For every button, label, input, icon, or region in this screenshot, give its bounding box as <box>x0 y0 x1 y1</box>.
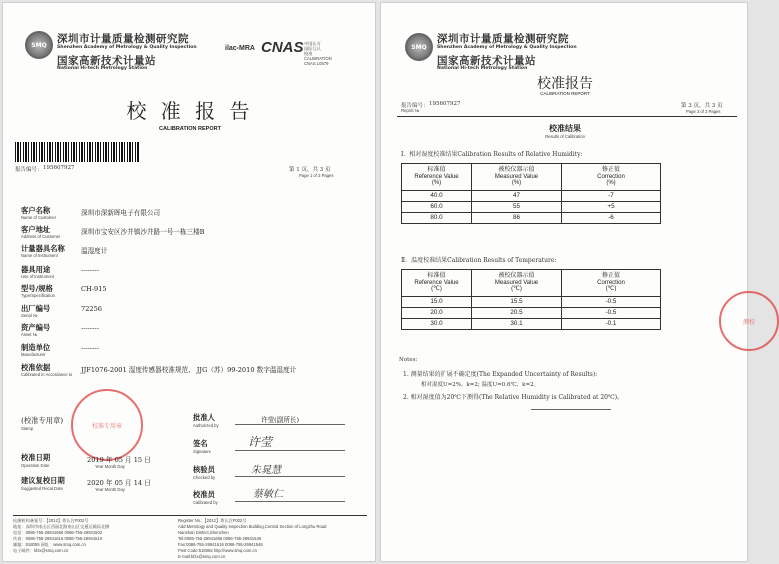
field-label: 型号/规格 <box>21 284 53 293</box>
operation-date-sub: Year Month Day <box>95 464 125 469</box>
footer-line: 传真：0086-755-26941616 0086-755-26941510 <box>13 536 103 541</box>
field-value: 深圳市深新晖电子有限公司 <box>81 209 161 217</box>
footer-contact-en <box>178 518 327 560</box>
footer-line: E-mail:kfzx@smq.com.cn <box>178 554 226 559</box>
table-cell: 30.0 <box>402 319 472 330</box>
operation-date: 2019 年 05 月 15 日 <box>87 456 151 464</box>
page-info-en: Page 1 of 3 Pages <box>299 173 334 178</box>
results-title-en: Results of Calibration <box>545 134 585 139</box>
field-label: 出厂编号 <box>21 304 51 313</box>
approver-name: 许莹(副所长) <box>261 416 300 424</box>
recal-date-sub: Year Month Day <box>95 487 125 492</box>
org-name-cn: 深圳市计量质量检测研究院 <box>437 33 569 45</box>
approver-line <box>235 424 345 425</box>
footer-line: Tel:0086-755-26941666 0086-755-26941546 <box>178 536 262 541</box>
field-label-en: Name of Instrument <box>21 253 58 258</box>
field-value: -------- <box>81 344 99 352</box>
field-value: 72256 <box>81 305 102 313</box>
note-uncertainty: 1. 测量结果的扩展不确定度(The Expanded Uncertainty of Results): <box>403 371 598 378</box>
table-cell: 40.0 <box>402 191 472 202</box>
footer-line: Fax:0086-755-26941616 0086-755-26941546 <box>178 542 263 547</box>
field-value: CH-915 <box>81 285 107 293</box>
recal-date: 2020 年 05 月 14 日 <box>87 479 151 487</box>
cnas-cn-line2: 国际互认 <box>304 46 321 51</box>
calibrator-signature: 蔡敏仁 <box>253 489 283 500</box>
station-name-cn: 国家高新技术计量站 <box>57 55 156 67</box>
footer-contact-cn <box>13 518 109 554</box>
field-label: 制造单位 <box>21 343 51 352</box>
field-value: -------- <box>81 266 99 274</box>
table-cell: -7 <box>562 191 661 202</box>
page-info: 第 1 页，共 3 页 <box>289 167 331 173</box>
table-cell: 55 <box>472 202 562 213</box>
report-title: 校 准 报 告 <box>126 99 254 123</box>
footer-line: 地址：深圳市南山区西丽北路南山区交通运输局北侧 <box>13 524 110 529</box>
table-row <box>402 202 661 213</box>
table-cell: 47 <box>472 191 562 202</box>
field-label: 校准依据 <box>21 363 51 372</box>
table-row <box>402 308 661 319</box>
report-results-page <box>380 2 755 562</box>
signature-label: 签名 <box>193 439 208 448</box>
report-number-en: Report № <box>401 108 420 113</box>
field-label-en: Serial № <box>21 313 38 318</box>
report-title-en: CALIBRATION REPORT <box>540 91 590 96</box>
table-cell: -0.1 <box>562 319 661 330</box>
field-label-en: Type/Specification <box>21 293 55 298</box>
org-name-cn: 深圳市计量质量检测研究院 <box>57 33 189 45</box>
col-reference: 标准值 Reference Value (℃) <box>402 270 472 297</box>
calibration-stamp: 校准专用章 <box>71 389 143 461</box>
field-label-en: Asset № <box>21 332 38 337</box>
ilac-mra-logo: ilac-MRA <box>225 45 255 52</box>
footer-divider <box>13 515 367 516</box>
calibrator-label-en: Calibrated by <box>193 500 218 505</box>
cnas-logo: CNAS <box>261 39 304 56</box>
stamp-label: (校准专用章) <box>21 416 64 425</box>
end-line <box>531 409 611 410</box>
temp-results-table <box>401 269 661 330</box>
field-label: 客户地址 <box>21 225 51 234</box>
checker-line <box>235 476 345 477</box>
col-measured: 被校仪器示值 Measured Value (℃) <box>472 270 562 297</box>
signature-line <box>235 450 345 451</box>
recal-date-label-en: Suggested Recal Date <box>21 486 63 491</box>
field-label-en: Manufacturer <box>21 352 46 357</box>
barcode <box>15 142 140 162</box>
field-value: -------- <box>81 324 99 332</box>
table-row <box>402 191 661 202</box>
checker-label: 核验员 <box>193 465 215 474</box>
operation-date-label-en: Operation Date <box>21 463 50 468</box>
table-cell: 60.0 <box>402 202 472 213</box>
table-cell: 30.1 <box>472 319 562 330</box>
table-cell: +5 <box>562 202 661 213</box>
section-temp-title: Ⅱ．温度校准结果Calibration Results of Temperature: <box>401 257 557 264</box>
col-measured: 被校仪器示值 Measured Value (%) <box>472 164 562 191</box>
cnas-number: CNAS L0579 <box>304 61 329 66</box>
field-value: 温湿度计 <box>81 247 108 255</box>
smq-logo: SMQ <box>25 31 53 59</box>
field-label-en: Address of Customer <box>21 234 61 239</box>
field-label: 器具用途 <box>21 265 51 274</box>
footer-line: 电话：0086-755-26941666 0086-755-26941502 <box>13 530 103 535</box>
results-title: 校准结果 <box>549 124 581 133</box>
page-info-en: Page 3 of 3 Pages <box>686 109 721 114</box>
report-title-en: CALIBRATION REPORT <box>159 126 221 132</box>
footer-line: Add:Metrology and Quality Inspection Building,Central Section of Longzhu Road <box>178 524 327 529</box>
table-cell: 86 <box>472 213 562 224</box>
footer-line: Register No.:【2012】粤认注F002号 <box>178 518 247 523</box>
footer-line: 邮编：518055 网址：www.smq.com.cn <box>13 542 86 547</box>
table-row <box>402 319 661 330</box>
report-title: 校准报告 <box>537 76 593 92</box>
report-number-label: 报告编号： <box>15 167 43 173</box>
report-number-label: 报告编号： <box>401 103 429 109</box>
field-label: 客户名称 <box>21 206 51 215</box>
cnas-cn-line1: 中国认可 <box>304 41 321 46</box>
table-cell: -6 <box>562 213 661 224</box>
field-label: 计量器具名称 <box>21 244 65 253</box>
field-value: 深圳市宝安区沙井镇沙井路一号一栋三楼B <box>81 228 205 236</box>
calibrator-label: 校准员 <box>193 490 215 499</box>
notes-label: Notes: <box>399 357 418 363</box>
table-cell: 20.5 <box>472 308 562 319</box>
table-row <box>402 297 661 308</box>
table-cell: 80.0 <box>402 213 472 224</box>
signature-label-en: Signature <box>193 449 211 454</box>
approver-label-en: Authorized by <box>193 423 219 428</box>
table-cell: -0.5 <box>562 297 661 308</box>
field-label: 资产编号 <box>21 323 51 332</box>
footer-line: Nanshan District,Shenzhen <box>178 530 229 535</box>
recal-date-label: 建议复校日期 <box>21 476 65 485</box>
col-correction: 修正值 Correction (%) <box>562 164 661 191</box>
section-rh-title: Ⅰ．相对湿度校准结果Calibration Results of Relative Humidity: <box>401 151 583 158</box>
col-reference: 标准值 Reference Value (%) <box>402 164 472 191</box>
station-name-cn: 国家高新技术计量站 <box>437 55 536 67</box>
operation-date-label: 校准日期 <box>21 453 51 462</box>
footer-line: 检测机构备案号：【2012】粤认注F002号 <box>13 518 89 523</box>
org-name-en: Shenzhen Academy of Metrology & Quality Inspection <box>437 45 577 50</box>
report-cover-page <box>2 2 376 562</box>
cnas-en: CALIBRATION <box>304 56 332 61</box>
field-label-en: Calibrated in Accordance to <box>21 372 73 377</box>
table-row <box>402 213 661 224</box>
field-value: JJF1076-2001 湿度传感器校准规范、 JJG（苏）99-2010 数字温湿度计 <box>81 366 297 374</box>
note-uncertainty-values: 相对湿度U=2%，k=2; 温度U=0.6℃，k=2。 <box>421 382 540 388</box>
field-label-en: Name of Customer <box>21 215 57 220</box>
col-correction: 修正值 Correction (℃) <box>562 270 661 297</box>
footer-line: Post Code:518055 http://www.smq.com.cn <box>178 548 257 553</box>
stamp-label-en: Stamp <box>21 426 34 431</box>
table-cell: 15.5 <box>472 297 562 308</box>
cnas-cn-line3: 校准 <box>304 51 313 56</box>
report-number: 195607927 <box>43 165 75 171</box>
table-cell: -0.5 <box>562 308 661 319</box>
calibrator-line <box>235 501 345 502</box>
station-name-en: National Hi-tech Metrology Station <box>57 66 148 71</box>
station-name-en: National Hi-tech Metrology Station <box>437 66 528 71</box>
header-divider <box>397 116 737 117</box>
approver-label: 批准人 <box>193 413 215 422</box>
checker-label-en: Checked by <box>193 475 216 480</box>
smq-logo: SMQ <box>405 33 433 61</box>
page-info: 第 3 页，共 3 页 <box>681 103 723 109</box>
table-cell: 20.0 <box>402 308 472 319</box>
signature: 许莹 <box>248 435 273 449</box>
rh-results-table <box>401 163 661 224</box>
footer-line: 电子邮件：kfzx@smq.com.cn <box>13 548 69 553</box>
org-name-en: Shenzhen Academy of Metrology & Quality Inspection <box>57 45 197 50</box>
edge-stamp: 测校 <box>719 291 779 351</box>
table-cell: 15.0 <box>402 297 472 308</box>
checker-signature: 朱晁慧 <box>251 465 281 476</box>
note-humidity-temp: 2. 相对湿度值为20℃下测得(The Relative Humidity is Calibrated at 20℃)。 <box>403 394 624 401</box>
report-number: 195607927 <box>429 101 461 107</box>
field-label-en: Use of Instrument <box>21 274 55 279</box>
